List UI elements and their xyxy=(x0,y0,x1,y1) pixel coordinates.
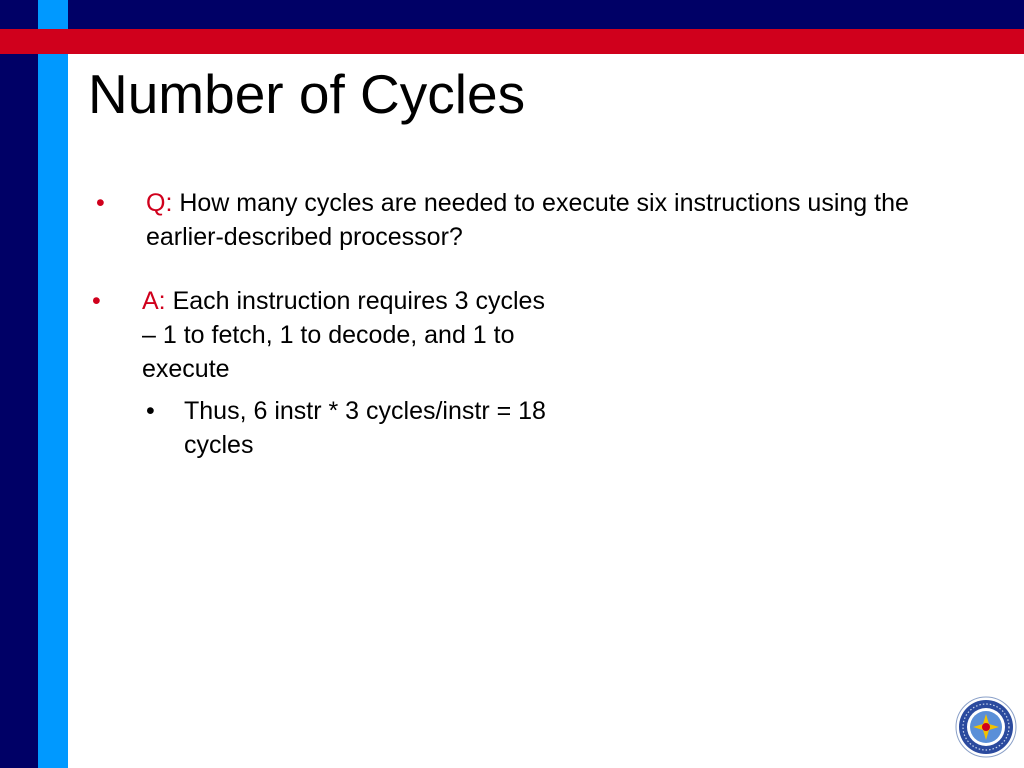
question-text: How many cycles are needed to execute six instructions using the earlier-described processor? xyxy=(146,189,909,251)
bullet-marker: • xyxy=(96,189,105,217)
left-navy-stripe xyxy=(0,0,38,768)
top-red-band xyxy=(0,29,1024,54)
sub-point-text: Thus, 6 instr * 3 cycles/instr = 18 cycles xyxy=(184,397,546,459)
institution-seal-icon xyxy=(955,696,1017,758)
slide-title: Number of Cycles xyxy=(88,63,526,125)
left-blue-stripe xyxy=(38,0,68,768)
bullet-marker: • xyxy=(92,287,101,315)
sub-bullet-marker: • xyxy=(146,397,155,425)
answer-text: Each instruction requires 3 cycles – 1 to fetch, 1 to decode, and 1 to execute xyxy=(142,287,545,383)
question-text-block xyxy=(146,186,976,254)
answer-lead: A: xyxy=(142,287,166,315)
top-navy-band xyxy=(68,0,1024,29)
answer-text-block xyxy=(142,284,552,386)
question-lead: Q: xyxy=(146,189,173,217)
top-blue-segment xyxy=(38,0,68,29)
